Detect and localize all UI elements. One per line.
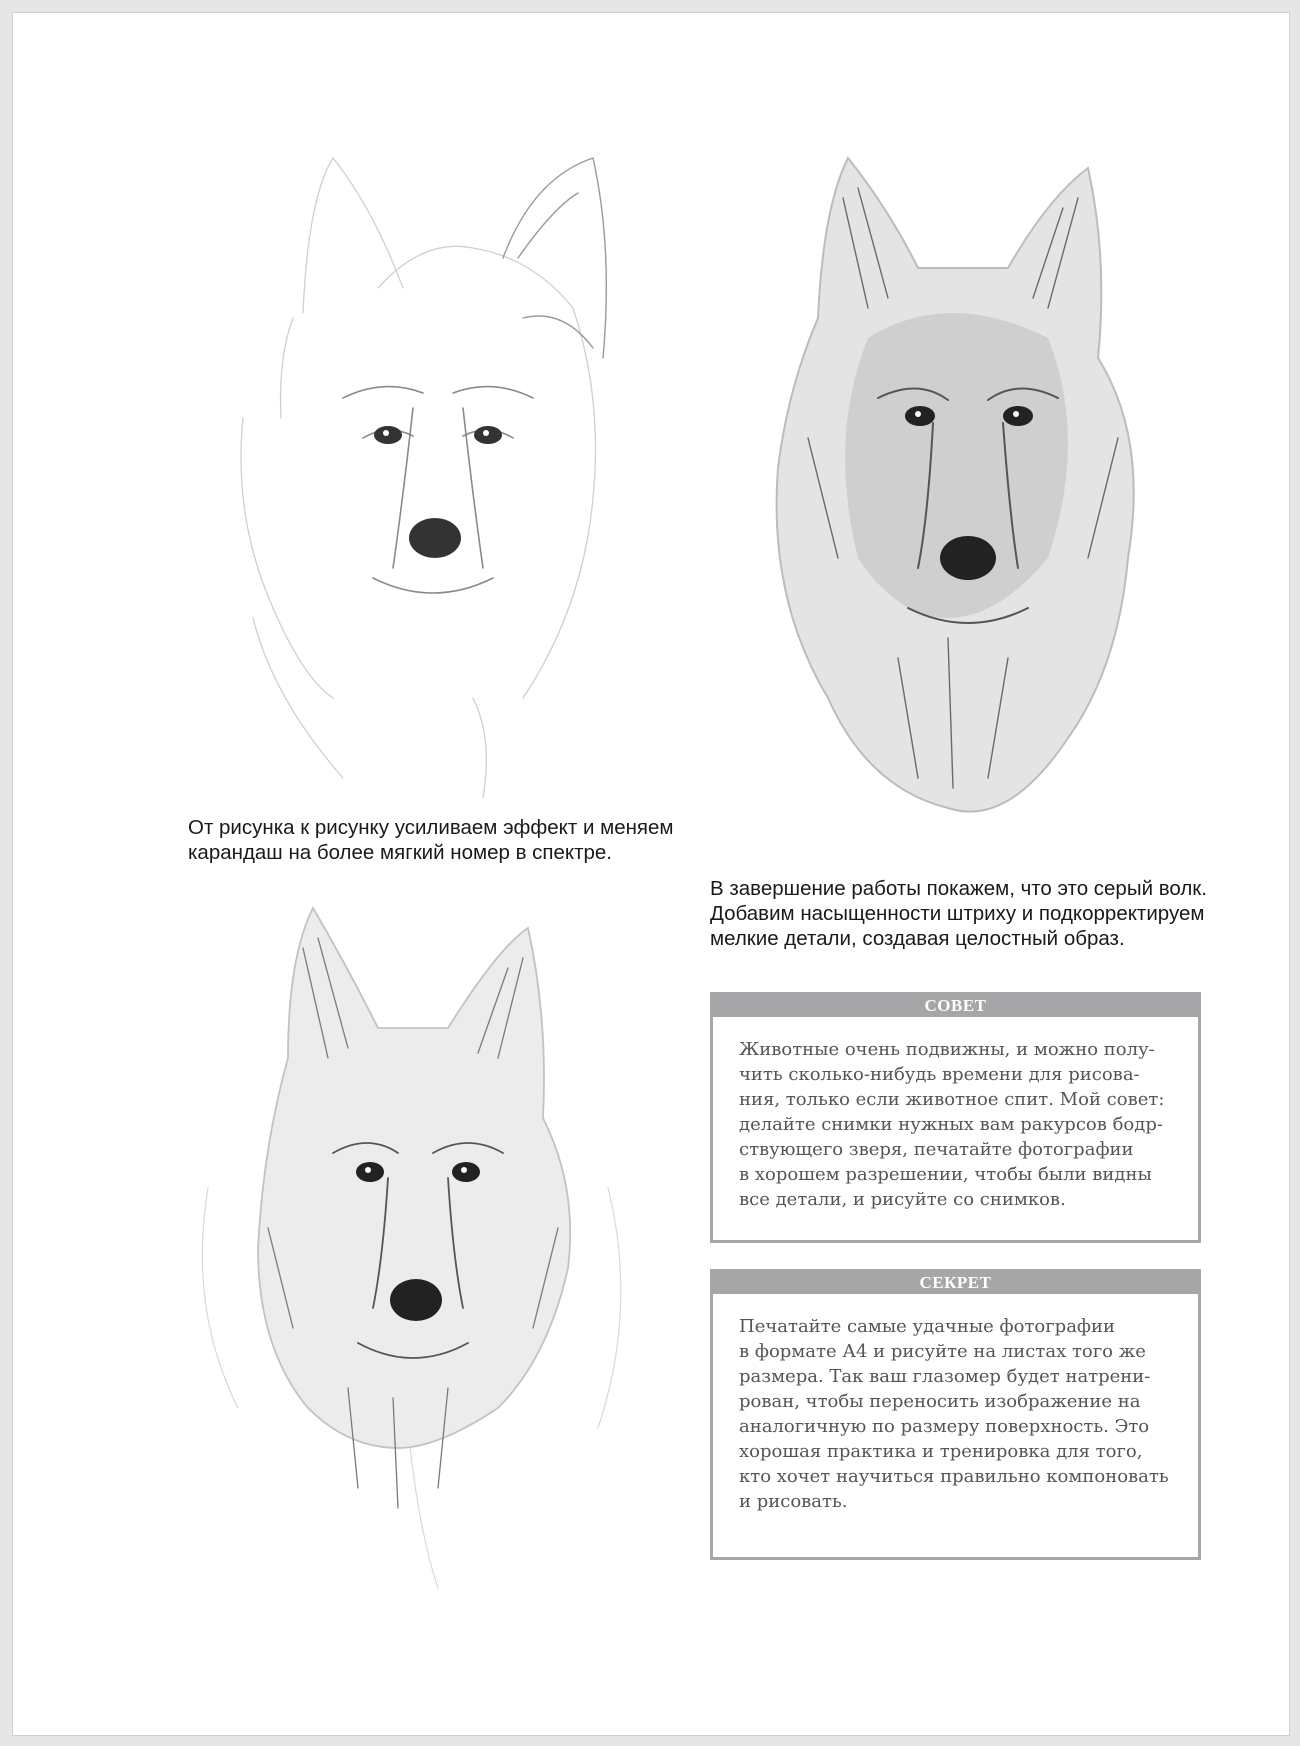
caption-step-three: От рисунка к рисунку усиливаем эффект и меняем карандаш на более мягкий номер в спектре. — [188, 816, 674, 864]
secret-box-text: Печатайте самые удачные фотографии в формате А4 и рисуйте на листах того же размера. Так ваш глазомер будет натрени- рован, чтобы переносить изображение на аналогичную по размеру поверхность. Это хорошая практика и тренировка для того, кто хочет научиться правильно компоновать и рисовать. — [739, 1316, 1169, 1512]
tip-box — [710, 992, 1201, 1243]
tip-box-text: Животные очень подвижны, и можно полу- чить сколько-нибудь времени для рисова- ния, только если животное спит. Мой совет: делайте снимки нужных вам ракурсов бодр- ствующего зверя, печатайте фотографии в хорошем разрешении, чтобы были видны все детали, и рисуйте со снимков. — [739, 1039, 1165, 1210]
book-page — [12, 12, 1290, 1736]
wolf-sketch-light — [173, 138, 653, 798]
wolf-sketch-finished — [748, 138, 1178, 828]
secret-box-title: СЕКРЕТ — [713, 1272, 1198, 1294]
wolf-sketch-medium — [178, 888, 648, 1598]
caption-step-four: В завершение работы покажем, что это серый волк. Добавим насыщенности штриху и подкорректируем мелкие детали, создавая целостный образ. — [710, 877, 1207, 950]
tip-box-title: СОВЕТ — [713, 995, 1198, 1017]
secret-box — [710, 1269, 1201, 1560]
